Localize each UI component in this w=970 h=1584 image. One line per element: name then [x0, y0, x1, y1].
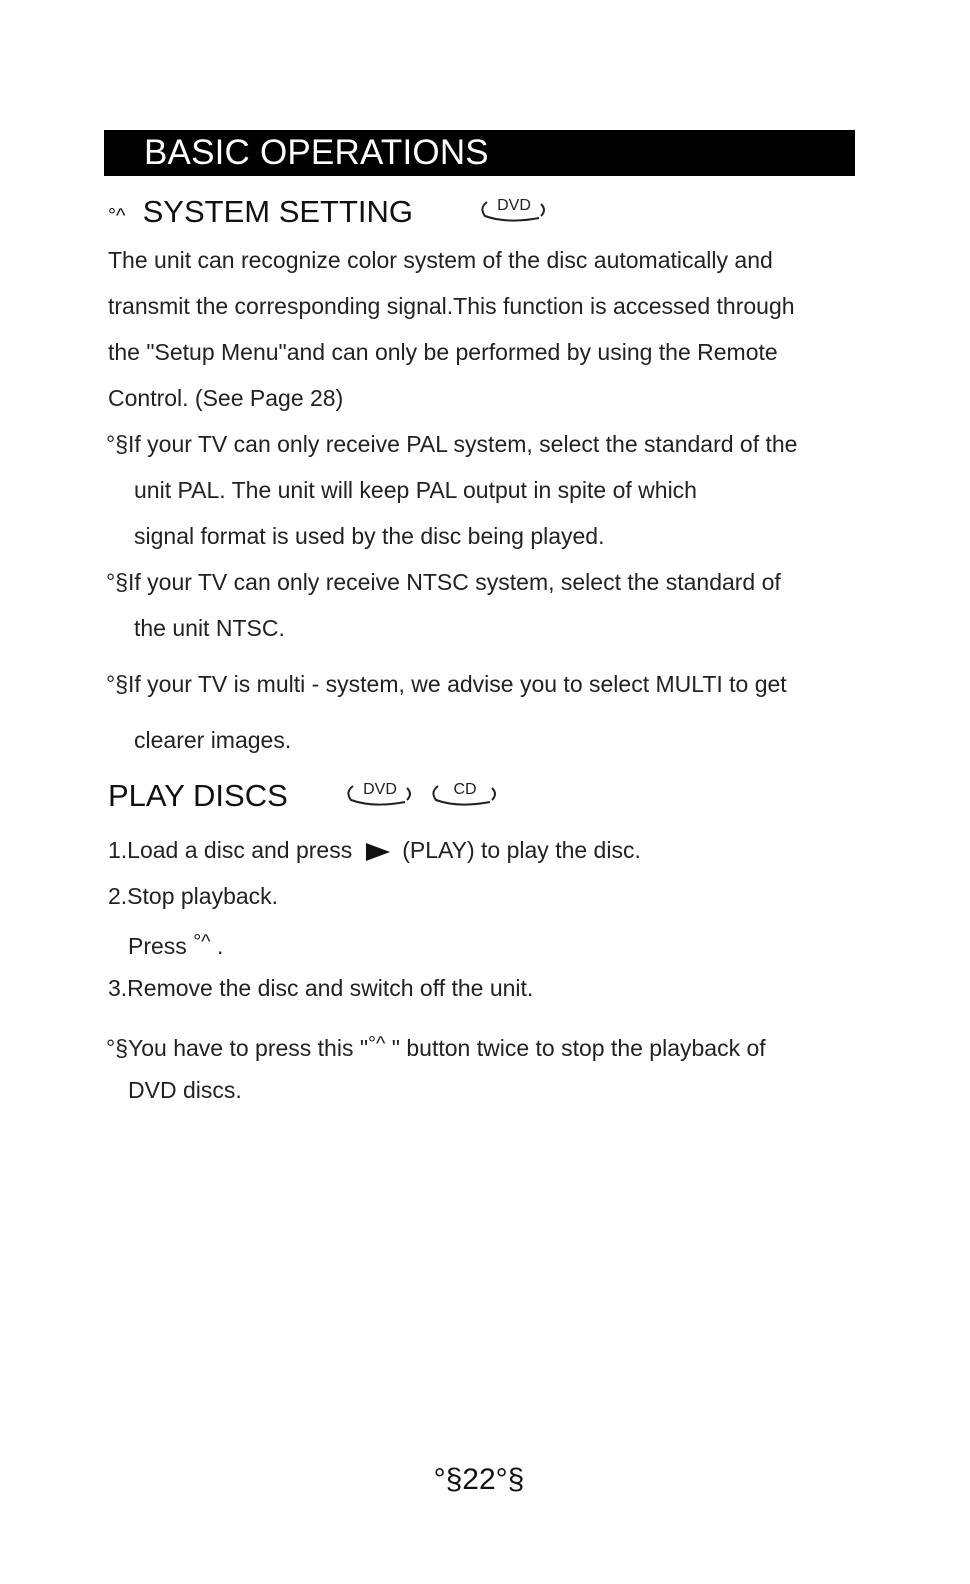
step-2-press: Press °^ . [128, 931, 224, 959]
bullet-ntsc-line-2: the unit NTSC. [134, 615, 285, 641]
intro-line-4: Control. (See Page 28) [108, 385, 344, 411]
note-line-1: °§You have to press this "°^ " button twice to stop the playback of [106, 1033, 766, 1061]
system-setting-heading [108, 194, 413, 234]
banner-title: BASIC OPERATIONS [144, 133, 489, 172]
intro-line-3: the "Setup Menu"and can only be performed by using the Remote [108, 339, 778, 365]
step-1-load-disc: 1.Load a disc and press (PLAY) to play the disc. [108, 837, 641, 863]
bullet-marker: °§ [106, 569, 128, 595]
system-setting-title: SYSTEM SETTING [142, 194, 414, 229]
dvd-badge-label: DVD [363, 781, 397, 798]
bullet-pal-line-1: °§If your TV can only receive PAL system, select the standard of the [106, 431, 798, 457]
bullet-marker: °§ [106, 1035, 128, 1061]
stop-button-symbol: °^ [193, 931, 211, 953]
bullet-pal-line-2: unit PAL. The unit will keep PAL output in spite of which [134, 477, 697, 503]
bullet-multi-line-1: °§If your TV is multi - system, we advise you to select MULTI to get [106, 671, 787, 697]
dvd-disc-icon [477, 196, 549, 224]
section-banner [104, 130, 855, 176]
intro-line-1: The unit can recognize color system of the disc automatically and [108, 247, 773, 273]
play-discs-heading: PLAY DISCS [108, 778, 288, 813]
play-icon [366, 843, 390, 861]
step-2-stop-playback: 2.Stop playback. [108, 883, 279, 909]
bullet-pal-line-3: signal format is used by the disc being played. [134, 523, 605, 549]
heading-marker: °^ [108, 205, 126, 227]
bullet-marker: °§ [106, 431, 128, 457]
cd-disc-icon [428, 780, 500, 808]
bullet-ntsc-line-1: °§If your TV can only receive NTSC system, select the standard of [106, 569, 781, 595]
bullet-marker: °§ [106, 671, 128, 697]
bullet-multi-line-2: clearer images. [134, 727, 292, 753]
page-number: °§22°§ [433, 1463, 525, 1496]
note-line-2: DVD discs. [128, 1077, 242, 1103]
dvd-disc-icon [343, 780, 415, 808]
dvd-badge-label: DVD [497, 197, 531, 214]
step-3-remove-disc: 3.Remove the disc and switch off the unit. [108, 975, 534, 1001]
cd-badge-label: CD [453, 781, 477, 798]
stop-button-symbol: °^ [368, 1033, 386, 1055]
intro-line-2: transmit the corresponding signal.This function is accessed through [108, 293, 795, 319]
